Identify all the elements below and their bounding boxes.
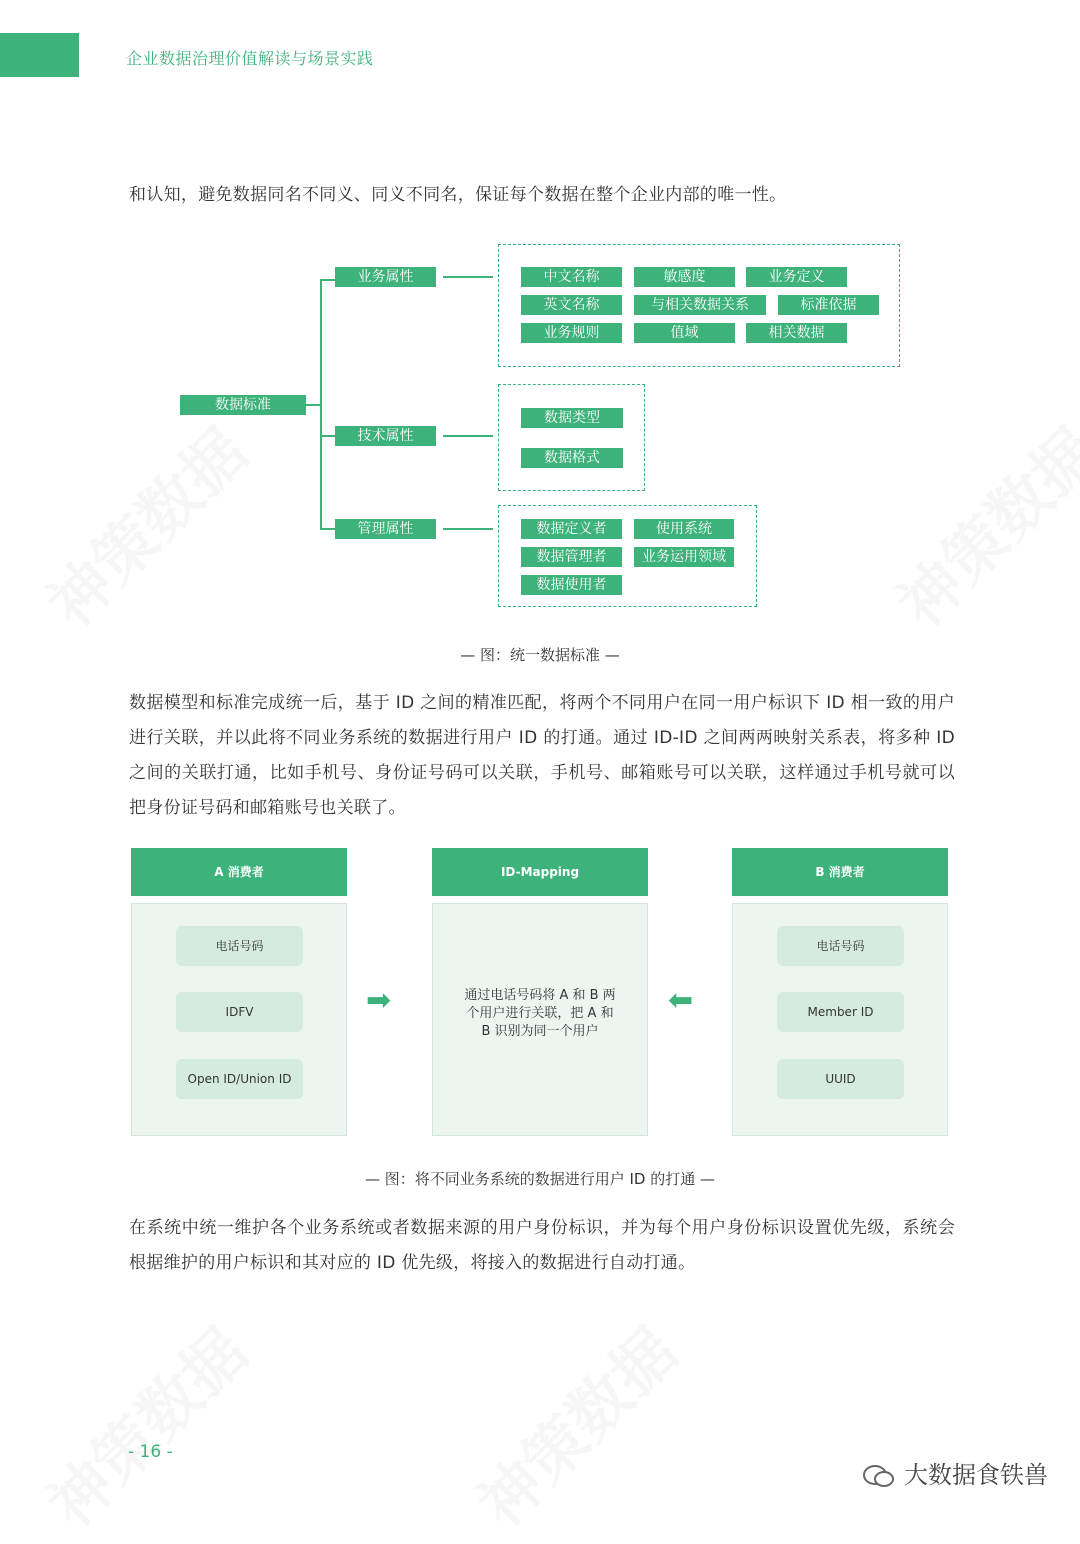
watermark [25, 1305, 263, 1543]
business-attr-node: 业务属性 [335, 267, 436, 287]
attr-item: 与相关数据关系 [634, 295, 766, 315]
technical-attr-node: 技术属性 [335, 426, 436, 446]
description-line: 通过电话号码将 A 和 B 两 [464, 988, 616, 1003]
attr-item: 使用系统 [634, 519, 734, 539]
attr-item: 相关数据 [746, 323, 847, 343]
attr-item: 英文名称 [521, 295, 622, 315]
id-pill: UUID [777, 1059, 904, 1099]
root-node: 数据标准 [180, 395, 306, 415]
id-mapping-description [432, 987, 648, 1041]
attr-item: 业务运用领域 [634, 547, 734, 567]
attr-item: 数据使用者 [521, 575, 622, 595]
watermark [875, 405, 1080, 643]
arrow-right-icon: ➡ [366, 983, 392, 1018]
id-pill: 电话号码 [777, 926, 904, 966]
page-number: - 16 - [128, 1442, 173, 1462]
connector [320, 279, 335, 281]
attr-item: 敏感度 [634, 267, 735, 287]
header-title: 企业数据治理价值解读与场景实践 [126, 49, 374, 68]
figure-caption-2: — 图：将不同业务系统的数据进行用户 ID 的打通 — [364, 1170, 716, 1188]
connector [320, 435, 335, 437]
id-pill: IDFV [176, 992, 303, 1032]
attr-item: 中文名称 [521, 267, 622, 287]
id-pill: 电话号码 [176, 926, 303, 966]
consumer-a-header: A 消费者 [131, 848, 347, 896]
paragraph-2: 数据模型和标准完成统一后，基于 ID 之间的精准匹配，将两个不同用户在同一用户标识下 ID 相一致的用户进行关联，并以此将不同业务系统的数据进行用户 ID 的打通。通过 ID-ID 之间两两映射关系表，将多种 ID 之间的关联打通，比如手机号、身份证号码可以关联，手机号、邮箱账号可以关联，这样通过手机号就可以把身份证号码和邮箱账号也关联了。 [129, 693, 955, 818]
connector [306, 404, 321, 406]
account-watermark [862, 1455, 1048, 1490]
paragraph-3: 在系统中统一维护各个业务系统或者数据来源的用户身份标识，并为每个用户身份标识设置优先级，系统会根据维护的用户标识和其对应的 ID 优先级，将接入的数据进行自动打通。 [129, 1218, 955, 1273]
consumer-b-header: B 消费者 [732, 848, 948, 896]
watermark [455, 1305, 693, 1543]
id-pill: Open ID/Union ID [176, 1059, 303, 1099]
arrow-left-icon: ⬅ [668, 983, 694, 1018]
connector [443, 435, 493, 437]
description-line: B 识别为同一个用户 [481, 1024, 599, 1039]
header-accent-bar [0, 33, 79, 77]
attr-item: 值域 [634, 323, 735, 343]
connector [320, 528, 335, 530]
attr-item: 数据格式 [521, 448, 623, 468]
figure-caption-1: — 图：统一数据标准 — [460, 646, 620, 664]
attr-item: 业务定义 [746, 267, 847, 287]
technical-attr-group [498, 384, 645, 491]
id-mapping-header: ID-Mapping [432, 848, 648, 896]
account-name: 大数据食铁兽 [904, 1461, 1048, 1489]
paragraph-1: 和认知，避免数据同名不同义、同义不同名，保证每个数据在整个企业内部的唯一性。 [129, 185, 787, 205]
management-attr-node: 管理属性 [335, 519, 436, 539]
attr-item: 标准依据 [778, 295, 879, 315]
wechat-icon [862, 1464, 896, 1488]
attr-item: 业务规则 [521, 323, 622, 343]
attr-item: 数据类型 [521, 408, 623, 428]
connector [443, 528, 493, 530]
description-line: 个用户进行关联，把 A 和 [466, 1006, 614, 1021]
connector [443, 276, 493, 278]
watermark [25, 405, 263, 643]
attr-item: 数据定义者 [521, 519, 622, 539]
attr-item: 数据管理者 [521, 547, 622, 567]
connector [320, 279, 322, 529]
id-pill: Member ID [777, 992, 904, 1032]
